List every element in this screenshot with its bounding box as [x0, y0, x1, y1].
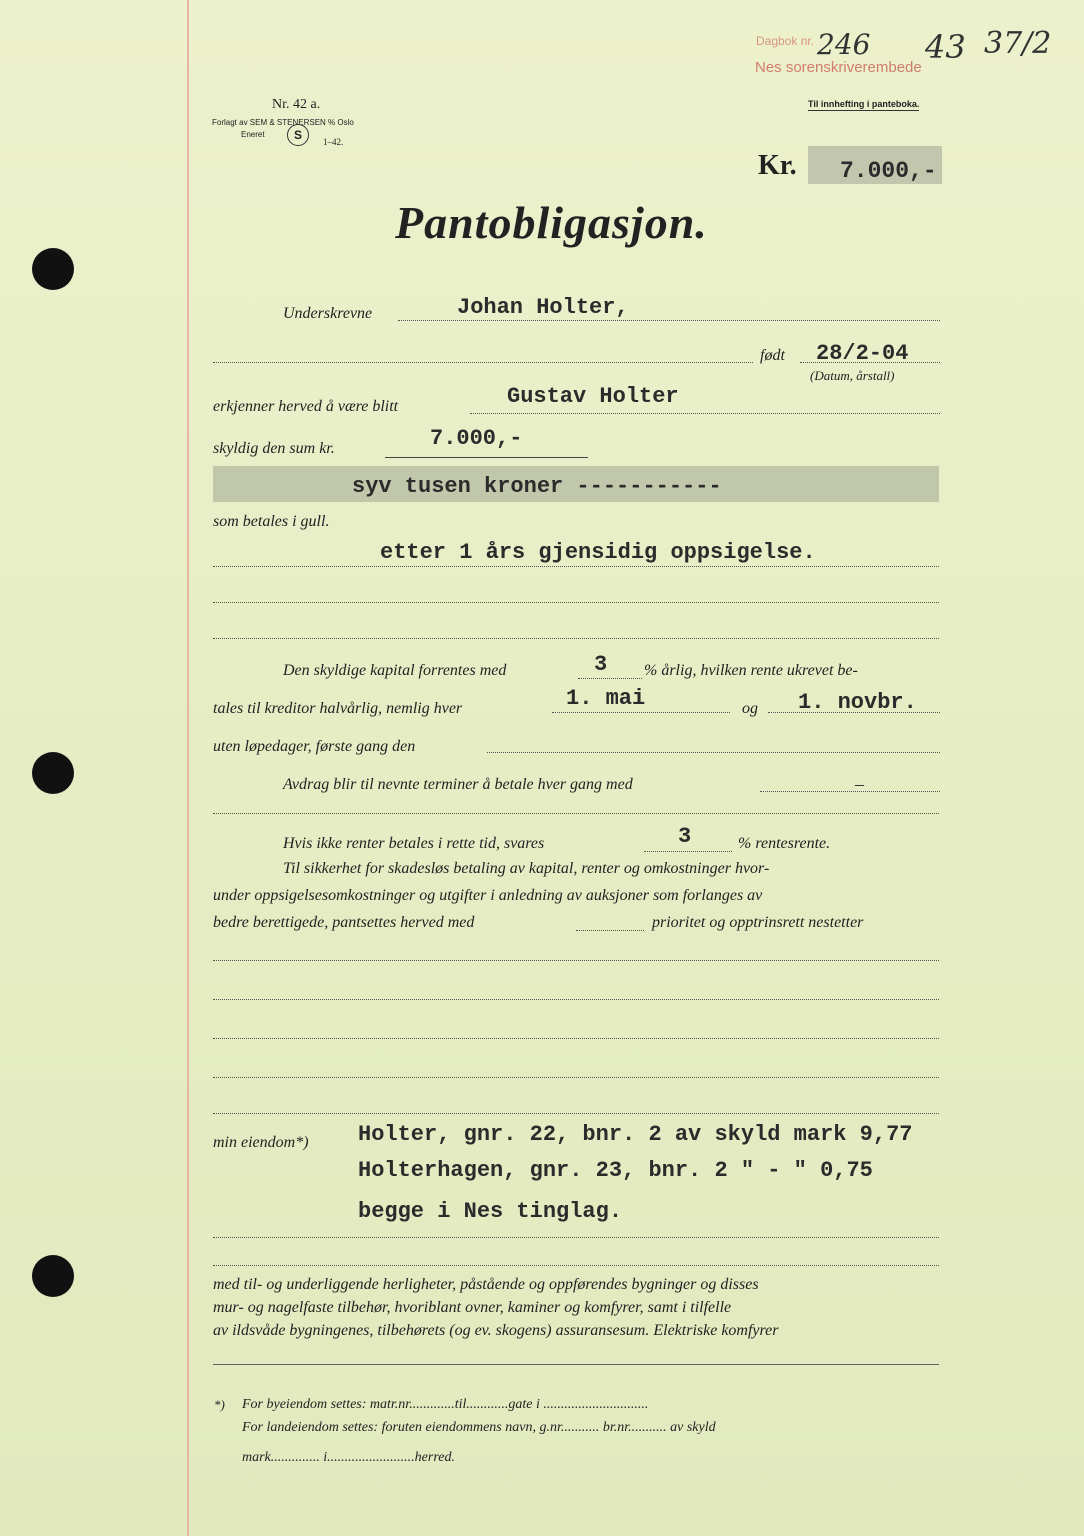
stamp-dagbok: Dagbok nr. [756, 34, 815, 48]
interest-date1: 1. mai [566, 686, 646, 711]
first-date-line [487, 752, 940, 753]
security-line2: under oppsigelsesomkostninger og utgifter i anledning av auksjoner som forlanges av [213, 887, 763, 904]
penalty-text-a: Hvis ikke renter betales i rette tid, svares [283, 835, 545, 852]
sum-words: syv tusen kroner ----------- [352, 474, 722, 499]
priority-line [576, 930, 644, 931]
instalment-text: Avdrag blir til nevnte terminer å betale hver gang med [283, 776, 633, 793]
property-line-a [213, 1237, 939, 1238]
form-number: Nr. 42 a. [272, 97, 321, 112]
terms-line-3 [213, 638, 939, 639]
punch-hole-middle [32, 752, 74, 794]
interest-rate-line [578, 678, 642, 679]
punch-hole-top [32, 248, 74, 290]
publisher-date: 1–42. [323, 137, 344, 147]
appurtenance-line3: av ildsvåde bygningenes, tilbehørets (og ev. skogens) assuransesum. Elektriske komfyrer [213, 1322, 779, 1339]
punch-hole-bottom [32, 1255, 74, 1297]
margin-line [187, 0, 189, 1536]
born-label: født [760, 347, 785, 364]
instalment-line-2 [213, 813, 939, 814]
interest-line2: tales til kreditor halvårlig, nemlig hver [213, 700, 463, 717]
blank-line-b [213, 999, 939, 1000]
binding-note: Til innhefting i panteboka. [808, 99, 920, 109]
blank-line [213, 362, 753, 363]
undersigned-label: Underskrevne [283, 305, 373, 322]
penalty-rate-line [644, 851, 732, 852]
appurtenance-line2: mur- og nagelfaste tilbehør, hvoriblant ovner, kaminer og komfyrer, samt i tilfelle [213, 1299, 732, 1316]
property-line3: begge i Nes tinglag. [358, 1199, 623, 1224]
sum-label: skyldig den sum kr. [213, 440, 335, 457]
publisher-line: Forlagt av SEM & STENERSEN % Oslo [212, 118, 354, 127]
penalty-text-b: % rentesrente. [738, 835, 831, 852]
footnote-divider [213, 1364, 939, 1365]
terms-line-2 [213, 602, 939, 603]
date1-line [552, 712, 730, 713]
instalment-line [760, 791, 940, 792]
born-hint: (Datum, årstall) [810, 368, 895, 383]
amount-label: Kr. [758, 150, 797, 181]
blank-line-a [213, 960, 939, 961]
publisher-logo-icon: S [287, 124, 309, 146]
blank-line-c [213, 1038, 939, 1039]
undersigned-line [398, 320, 940, 321]
security-line3-b: prioritet og opptrinsrett nestetter [652, 914, 864, 931]
footnote-line3: mark.............. i.........................herred. [242, 1450, 455, 1465]
penalty-rate: 3 [678, 824, 692, 849]
property-line-b [213, 1265, 939, 1266]
property-label: min eiendom*) [213, 1134, 309, 1151]
blank-line-d [213, 1077, 939, 1078]
payment-terms: etter 1 års gjensidig oppsigelse. [380, 540, 816, 565]
creditor-value: Gustav Holter [507, 384, 679, 409]
creditor-line [470, 413, 940, 414]
publisher-rights: Eneret [241, 130, 265, 139]
sum-line [385, 457, 588, 458]
property-line2: Holterhagen, gnr. 23, bnr. 2 " - " 0,75 [358, 1158, 873, 1183]
appurtenance-line1: med til- og underliggende herligheter, påstående og oppførendes bygninger og disses [213, 1276, 759, 1293]
creditor-label: erkjenner herved å være blitt [213, 398, 399, 415]
interest-rate: 3 [594, 652, 608, 677]
document-title: Pantobligasjon. [395, 197, 708, 248]
terms-line-1 [213, 566, 939, 567]
interest-line3: uten løpedager, første gang den [213, 738, 416, 755]
payment-label: som betales i gull. [213, 513, 330, 530]
footnote-line1: For byeiendom settes: matr.nr.............til............gate i .............................. [242, 1397, 649, 1412]
stamp-court: Nes sorenskriverembede [755, 59, 922, 76]
amount-value: 7.000,- [840, 158, 937, 184]
footnote-marker: *) [214, 1397, 225, 1412]
security-line3: bedre berettigede, pantsettes herved med [213, 914, 475, 931]
footnote-line2: For landeiendom settes: foruten eiendommens navn, g.nr........... br.nr........... av skyld [242, 1420, 716, 1435]
undersigned-value: Johan Holter, [457, 295, 629, 320]
blank-line-e [213, 1113, 939, 1114]
interest-text-b: % årlig, hvilken rente ukrevet be- [644, 662, 858, 679]
property-line1: Holter, gnr. 22, bnr. 2 av skyld mark 9,77 [358, 1122, 913, 1147]
interest-og: og [742, 700, 758, 717]
instalment-value: – [855, 774, 864, 794]
interest-date2: 1. novbr. [798, 690, 917, 715]
handwritten-diary-number: 246 [817, 28, 871, 61]
sum-value: 7.000,- [430, 426, 523, 451]
handwritten-year: 43 [925, 28, 966, 66]
security-line1: Til sikkerhet for skadesløs betaling av kapital, renter og omkostninger hvor- [283, 860, 770, 877]
handwritten-mark: 37/2 [984, 26, 1052, 61]
born-value: 28/2-04 [816, 341, 909, 366]
interest-text-a: Den skyldige kapital forrentes med [283, 662, 507, 679]
